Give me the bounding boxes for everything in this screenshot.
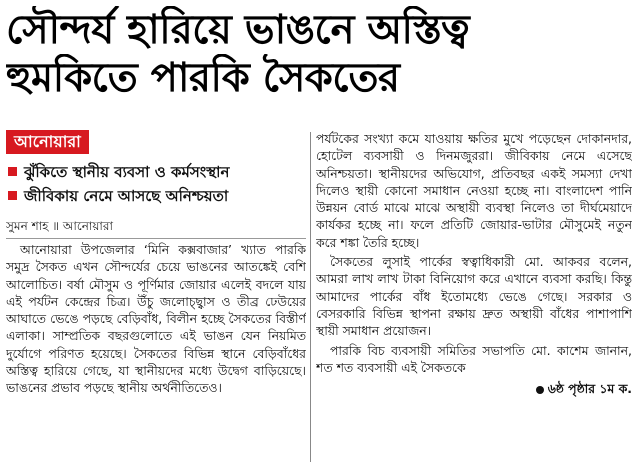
article-paragraph: আনোয়ারা উপজেলার ‘মিনি কক্সবাজার’ খ্যাত পারকি সমুদ্র সৈকত এখন সৌন্দর্যের চেয়ে ভাঙনের আতঙ্কেই বেশি আলোচিত। বর্ষা মৌসুম ও পূর্ণিমার জোয়ার এলেই বদলে যায় এই পর্যটন কেন্দ্রের চিত্র। উঁচু জলোচ্ছ্বাস ও তীব্র ঢেউয়ের আঘাতে ভেঙে পড়ছে বেড়িবাঁধ, বিলীন হচ্ছে সৈকতের বিস্তীর্ণ এলাকা। সাম্প্রতিক বছরগুলোতে এই ভাঙন যেন নিয়মিত দুর্যোগে পরিণত হয়েছে। সৈকতের বিভিন্ন স্থানে বেড়িবাঁধের অস্তিত্ব হারিয়ে গেছে, যা স্থানীয়দের মধ্যে উদ্বেগ বাড়িয়েছে। ভাঙনের প্রভাব পড়ছে স্থানীয় অর্থনীতিতেও। [6, 242, 306, 396]
headline [6, 6, 632, 102]
red-square-bullet-icon [8, 167, 17, 176]
byline: সুমন শাহ ॥ আনোয়ারা [6, 218, 306, 239]
article-paragraph: পর্যটকের সংখ্যা কমে যাওয়ায় ক্ষতির মুখে পড়েছেন দোকানদার, হোটেল ব্যবসায়ী ও দিনমজুররা। জীবিকায় নেমে এসেছে অনিশ্চয়তা। স্থানীয়দের অভিযোগ, প্রতিবছর একই সমস্যা দেখা দিলেও স্থায়ী কোনো সমাধান নেওয়া হচ্ছে না। বাংলাদেশ পানি উন্নয়ন বোর্ড মাঝে মাঝে অস্থায়ী ব্যবস্থা নিলেও তা দীর্ঘমেয়াদে কার্যকর হচ্ছে না। ফলে প্রতিটি জোয়ার-ভাটার মৌসুমেই নতুন করে শঙ্কা তৈরি হচ্ছে। [316, 131, 632, 250]
highlights-list [6, 160, 306, 208]
column-divider [310, 132, 311, 462]
article-paragraph: সৈকতের লুসাই পার্কের স্বত্বাধিকারী মো. আকবর বলেন, আমরা লাখ লাখ টাকা বিনিয়োগ করে এখানে ব্যবসা করছি। কিন্তু আমাদের পার্কের বাঁধ ইতোমধ্যে ভেঙে গেছে। সরকার ও বেসরকারি বিভিন্ন স্থাপনা রক্ষায় দ্রুত অস্থায়ী বাঁধের পাশাপাশি স্থায়ী সমাধান প্রয়োজন। [316, 254, 632, 339]
highlight-text: ঝুঁকিতে স্থানীয় ব্যবসা ও কর্মসংস্থান [24, 163, 230, 181]
bullet-dot-icon [536, 386, 544, 394]
location-tag: আনোয়ারা [6, 130, 89, 154]
continued-text: ৬ষ্ঠ পৃষ্ঠার ১ম ক. [547, 381, 632, 397]
highlight-item [6, 160, 306, 184]
continued-on-page[interactable] [316, 380, 632, 397]
headline-line-2: হুমকিতে পারকি সৈকতের [6, 55, 400, 101]
article-paragraph: পারকি বিচ ব্যবসায়ী সমিতির সভাপতি মো. কাশেম জানান, শত শত ব্যবসায়ী এই সৈকতকে [316, 342, 632, 375]
highlight-item [6, 184, 306, 208]
left-column [6, 130, 306, 464]
red-square-bullet-icon [8, 191, 17, 200]
headline-line-1: সৌন্দর্য হারিয়ে ভাঙনে অস্তিত্ব [6, 7, 470, 53]
right-column [316, 130, 632, 464]
highlight-text: জীবিকায় নেমে আসছে অনিশ্চয়তা [24, 187, 229, 205]
